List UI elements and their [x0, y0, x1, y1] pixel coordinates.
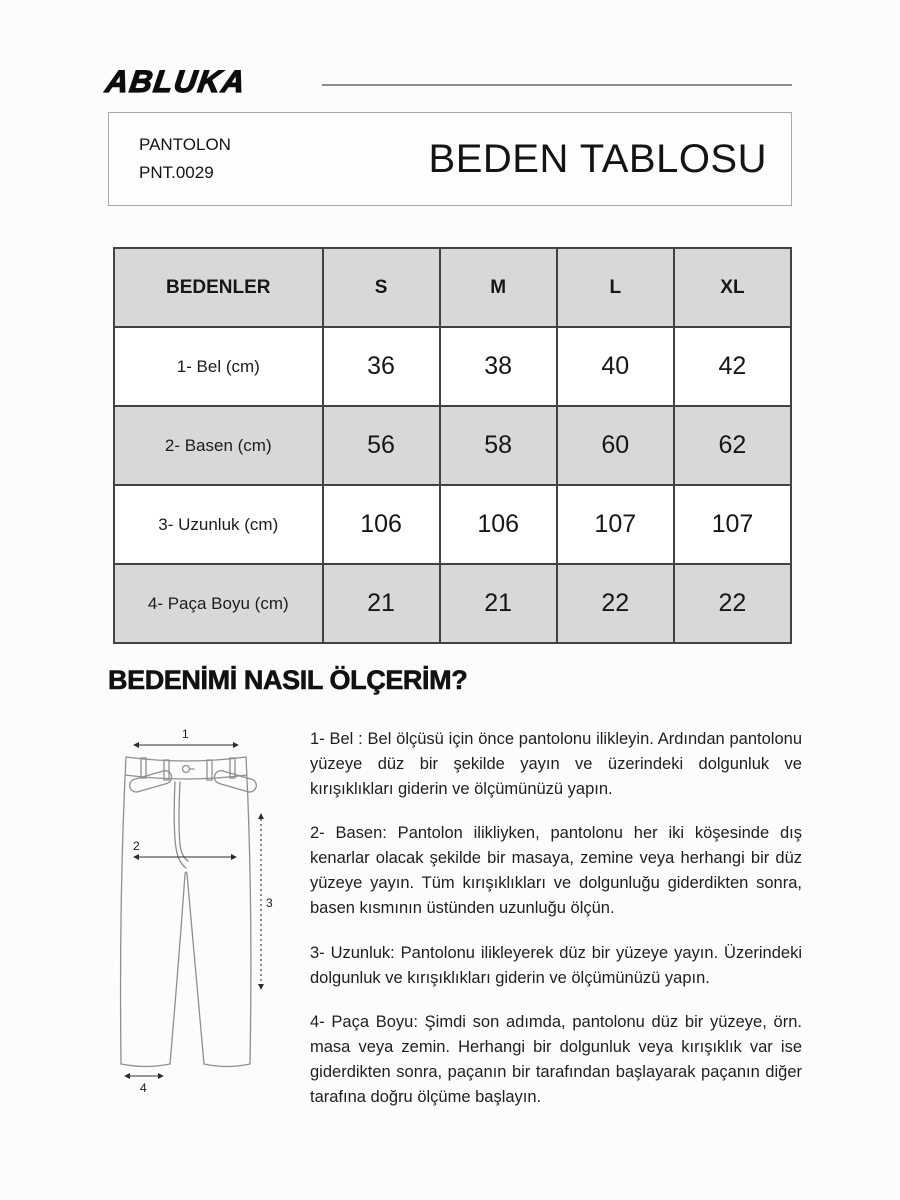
cell-basen-s: 56: [323, 406, 440, 485]
measure-4-hem: [125, 1076, 163, 1095]
measure-1-waist: [134, 727, 238, 745]
product-name: PANTOLON: [139, 135, 231, 155]
pants-outline-icon: [121, 757, 258, 1067]
instruction-bel: 1- Bel : Bel ölçüsü için önce pantolonu ilikleyin. Ardından pantolonu yüzeye düz bir şekilde yayın ve üzerindeki dolgunluk ve kırışıklıkları giderin ve ölçümünüzü yapın.: [310, 730, 802, 799]
measure-2-hip: [133, 839, 236, 857]
cell-uzunluk-l: 107: [557, 485, 674, 564]
measure-3-length: [261, 814, 273, 989]
cell-basen-l: 60: [557, 406, 674, 485]
size-table-header-row: [114, 248, 791, 327]
column-header-bedenler: BEDENLER: [114, 248, 323, 327]
instruction-uzunluk: 3- Uzunluk: Pantolonu ilikleyerek düz bir yüzeye yayın. Üzerindeki dolgunluk ve kırışıklıkları giderin ve ölçümünüzü yapın.: [310, 943, 802, 987]
instruction-paca-boyu: 4- Paça Boyu: Şimdi son adımda, pantolonu düz bir yüzeye, örn. masa veya zemin. Herhangi bir dolgunluk veya kırışıklık var ise giderdikten sonra, paçanın bir tarafından başlayarak paçanın diğer tarafına doğru ölçüme başlayın.: [310, 1012, 802, 1106]
cell-bel-s: 36: [323, 327, 440, 406]
belt-loop-icon: [207, 760, 212, 780]
column-header-s: S: [323, 248, 440, 327]
instruction-basen: 2- Basen: Pantolon ilikliyken, pantolonu her iki köşesinde dış kenarlar olacak şekilde bir masaya, zemine veya herhangi bir düz yüzeye yayın. Tüm kırışıklıkları ve dolgunluğu giderdikten sonra, basen kısmının üstünden uzunluğu ölçün.: [310, 824, 802, 918]
column-header-m: M: [440, 248, 557, 327]
belt-loop-icon: [230, 758, 235, 778]
cell-bel-xl: 42: [674, 327, 791, 406]
table-row-basen: [114, 406, 791, 485]
row-label-paca-boyu: 4- Paça Boyu (cm): [114, 564, 323, 643]
title-box: [108, 112, 792, 206]
pants-diagram: [98, 724, 288, 1104]
cell-basen-m: 58: [440, 406, 557, 485]
cell-basen-xl: 62: [674, 406, 791, 485]
belt-loop-icon: [141, 758, 146, 778]
left-pocket-icon: [128, 769, 173, 793]
page-title: BEDEN TABLOSU: [428, 136, 767, 181]
cell-bel-m: 38: [440, 327, 557, 406]
howto-heading: BEDENİMİ NASIL ÖLÇERİM?: [108, 665, 468, 695]
column-header-xl: XL: [674, 248, 791, 327]
measure-3-label: 3: [266, 896, 273, 910]
product-code: PNT.0029: [139, 163, 214, 182]
instructions-block: [310, 727, 802, 1129]
row-label-uzunluk: 3- Uzunluk (cm): [114, 485, 323, 564]
row-label-basen: 2- Basen (cm): [114, 406, 323, 485]
fly-stitch: [179, 782, 188, 861]
measure-4-label: 4: [140, 1081, 147, 1095]
brand-logo: ABLUKA: [103, 64, 249, 99]
table-row-uzunluk: [114, 485, 791, 564]
cell-uzunluk-m: 106: [440, 485, 557, 564]
row-label-bel: 1- Bel (cm): [114, 327, 323, 406]
measure-1-label: 1: [182, 727, 189, 741]
cell-paca-xl: 22: [674, 564, 791, 643]
cell-paca-m: 21: [440, 564, 557, 643]
cell-uzunluk-xl: 107: [674, 485, 791, 564]
cell-paca-l: 22: [557, 564, 674, 643]
cell-paca-s: 21: [323, 564, 440, 643]
cell-bel-l: 40: [557, 327, 674, 406]
brand-rule-line: [322, 84, 792, 86]
cell-uzunluk-s: 106: [323, 485, 440, 564]
table-row-bel: [114, 327, 791, 406]
belt-loop-icon: [164, 760, 169, 780]
product-meta: [109, 131, 231, 186]
column-header-l: L: [557, 248, 674, 327]
table-row-paca-boyu: [114, 564, 791, 643]
size-table: [113, 247, 792, 644]
measure-2-label: 2: [133, 839, 140, 853]
button-icon: [183, 766, 190, 773]
